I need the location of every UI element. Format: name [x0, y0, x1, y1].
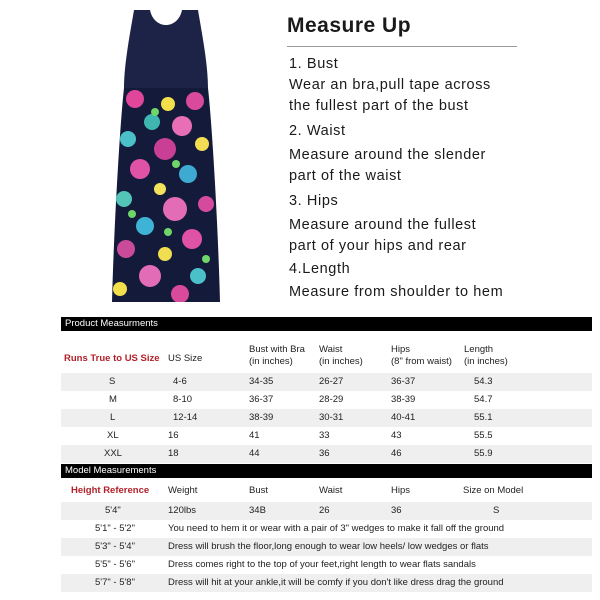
- model-measurements-table: [61, 464, 592, 592]
- size-cell: S: [109, 376, 116, 387]
- model-size-cell: S: [493, 505, 500, 516]
- table-row: [61, 373, 592, 391]
- table-row: [61, 445, 592, 463]
- col-model-hips: Hips: [391, 485, 411, 496]
- hips-cell: 38-39: [391, 394, 416, 405]
- list-item: [61, 556, 592, 574]
- model-height-cell: 5'4": [105, 505, 121, 516]
- length-cell: 55.5: [474, 430, 493, 441]
- list-item: [61, 520, 592, 538]
- us-size-cell: 18: [168, 448, 179, 459]
- waist-cell: 36: [319, 448, 330, 459]
- model-table-header: Model Measurements: [61, 464, 592, 478]
- bust-cell: 44: [249, 448, 260, 459]
- waist-cell: 28-29: [319, 394, 344, 405]
- model-bust-cell: 34B: [249, 505, 266, 516]
- model-waist-cell: 26: [319, 505, 330, 516]
- us-size-cell: 16: [168, 430, 179, 441]
- size-cell: M: [109, 394, 117, 405]
- step-bust-text-1: Wear an bra,pull tape across: [289, 77, 491, 93]
- waist-cell: 33: [319, 430, 330, 441]
- size-cell: XXL: [104, 448, 122, 459]
- us-size-cell: 12-14: [173, 412, 198, 423]
- col-height-reference: Height Reference: [71, 485, 150, 496]
- step-bust-title: 1. Bust: [289, 56, 339, 72]
- col-model-bust: Bust: [249, 485, 269, 496]
- bust-cell: 36-37: [249, 394, 274, 405]
- bust-cell: 38-39: [249, 412, 274, 423]
- model-table-column-headers: [61, 478, 592, 502]
- step-hips-title: 3. Hips: [289, 193, 339, 209]
- product-measurements-table: [61, 317, 592, 463]
- bust-cell: 41: [249, 430, 260, 441]
- step-hips-text-2: part of your hips and rear: [289, 238, 467, 254]
- guide-title: Measure Up: [287, 14, 412, 37]
- size-cell: XL: [107, 430, 119, 441]
- length-cell: 55.9: [474, 448, 493, 459]
- length-cell: 54.7: [474, 394, 493, 405]
- note-height: 5'5" - 5'6": [95, 559, 135, 570]
- hips-cell: 46: [391, 448, 402, 459]
- note-height: 5'3" - 5'4": [95, 541, 135, 552]
- col-size-on-model: Size on Model: [463, 485, 524, 496]
- note-text: Dress will hit at your ankle,it will be comfy if you don't like dress drag the ground: [168, 577, 504, 588]
- col-hips: Hips (8" from waist): [391, 344, 452, 367]
- hips-cell: 36-37: [391, 376, 416, 387]
- model-main-row: [61, 502, 592, 520]
- table-row: [61, 427, 592, 445]
- hips-cell: 43: [391, 430, 402, 441]
- model-weight-cell: 120lbs: [168, 505, 196, 516]
- dress-image: [110, 4, 222, 304]
- product-table-column-headers: [61, 331, 592, 373]
- step-hips-text-1: Measure around the fullest: [289, 217, 477, 233]
- guide-divider: [287, 46, 517, 47]
- us-size-cell: 4-6: [173, 376, 187, 387]
- size-cell: L: [110, 412, 116, 423]
- col-weight: Weight: [168, 485, 198, 496]
- bust-cell: 34-35: [249, 376, 274, 387]
- col-us-size: US Size: [168, 353, 203, 364]
- step-bust-text-2: the fullest part of the bust: [289, 98, 469, 114]
- list-item: [61, 538, 592, 556]
- note-height: 5'1" - 5'2": [95, 523, 135, 534]
- note-text: Dress comes right to the top of your feet,right length to wear flats sandals: [168, 559, 476, 570]
- length-cell: 55.1: [474, 412, 493, 423]
- step-waist-text-1: Measure around the slender: [289, 147, 486, 163]
- us-size-cell: 8-10: [173, 394, 193, 405]
- col-bust: Bust with Bra (in inches): [249, 344, 305, 367]
- table-row: [61, 409, 592, 427]
- runs-true-label: Runs True to US Size: [64, 353, 160, 364]
- col-length: Length (in inches): [464, 344, 508, 367]
- dress-bodice: [124, 10, 208, 88]
- length-cell: 54.3: [474, 376, 493, 387]
- model-hips-cell: 36: [391, 505, 402, 516]
- hips-cell: 40-41: [391, 412, 416, 423]
- note-text: You need to hem it or wear with a pair of 3" wedges to make it fall off the ground: [168, 523, 505, 534]
- note-text: Dress will brush the floor,long enough to wear low heels/ low wedges or flats: [168, 541, 489, 552]
- step-length-text-1: Measure from shoulder to hem: [289, 284, 504, 300]
- col-waist: Waist (in inches): [319, 344, 363, 367]
- waist-cell: 30-31: [319, 412, 344, 423]
- step-waist-title: 2. Waist: [289, 123, 346, 139]
- step-length-title: 4.Length: [289, 261, 351, 277]
- table-row: [61, 391, 592, 409]
- step-waist-text-2: part of the waist: [289, 168, 402, 184]
- col-model-waist: Waist: [319, 485, 343, 496]
- product-table-header: Product Measurments: [61, 317, 592, 331]
- waist-cell: 26-27: [319, 376, 344, 387]
- list-item: [61, 574, 592, 592]
- note-height: 5'7" - 5'8": [95, 577, 135, 588]
